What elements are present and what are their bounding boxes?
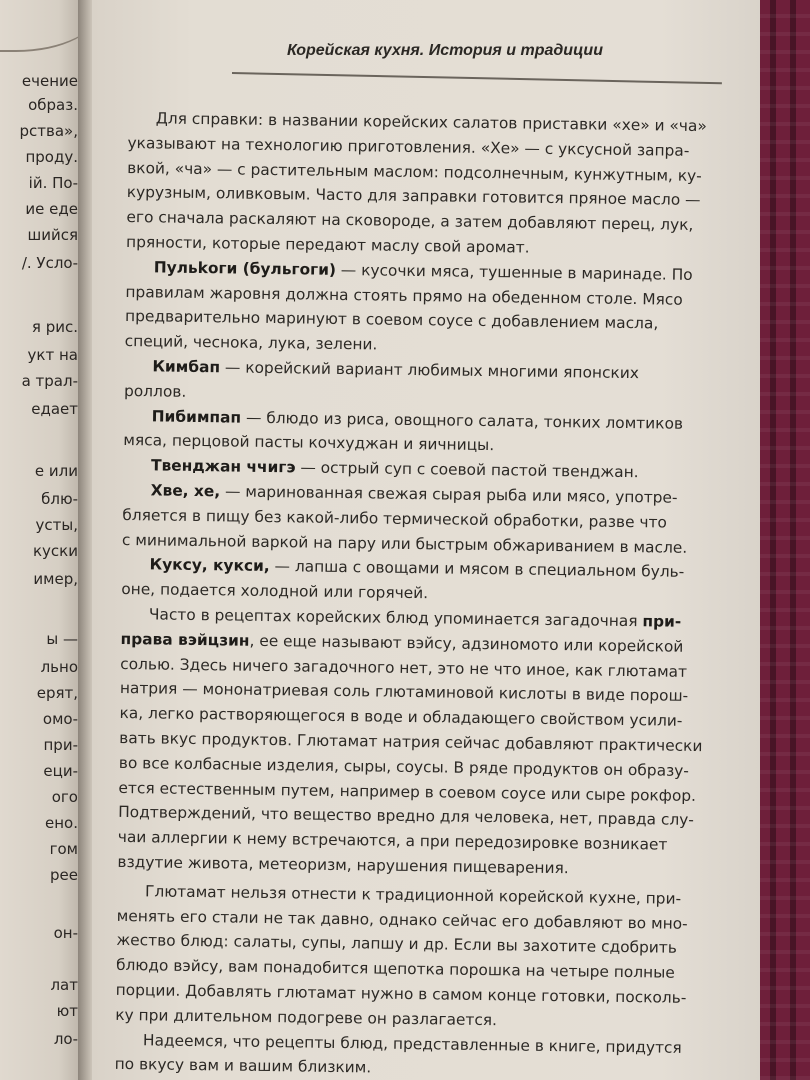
left-page-line: омо- xyxy=(42,710,78,728)
left-page-line: проду. xyxy=(25,148,78,166)
line-text: — острый суп с соевой пастой твенджан. xyxy=(295,458,639,482)
left-page-line: ие еде xyxy=(25,200,78,218)
text-line xyxy=(152,356,639,383)
left-page-line: шийся xyxy=(27,226,78,244)
text-line xyxy=(121,579,428,603)
text-line xyxy=(125,282,683,310)
left-page-line: рее xyxy=(50,866,78,884)
line-text: пряности, которые передают маслу свой аромат. xyxy=(126,232,530,257)
header-rule xyxy=(232,72,722,84)
line-text: — блюдо из риса, овощного салата, тонких ломтиков xyxy=(241,408,684,433)
line-text: натрия — мононатриевая соль глютаминовой кислоты в виде порош- xyxy=(119,679,689,706)
line-text: вздутие живота, метеоризм, нарушения пищеварения. xyxy=(117,852,569,878)
bold-term: Твенджан ччигэ xyxy=(150,456,296,477)
text-line xyxy=(152,406,684,433)
line-text: бляется в пищу без какой-либо термической обработки, разве что xyxy=(122,505,668,532)
text-line xyxy=(124,381,187,402)
left-page-line: блю- xyxy=(41,490,78,508)
line-text: указывают на технологию приготовления. «Хе» — с уксусной запра- xyxy=(127,133,690,160)
left-page-line: ого xyxy=(51,788,78,806)
bold-term: при- xyxy=(642,612,682,631)
left-page-line: ечение xyxy=(21,72,78,90)
line-text: с минимальной варкой на пару или быстрым обжариванием в масле. xyxy=(121,530,688,557)
text-line xyxy=(127,133,689,161)
text-line xyxy=(125,306,658,333)
text-line xyxy=(119,753,689,781)
left-page xyxy=(0,0,84,1080)
text-line xyxy=(149,555,684,582)
left-page-line: он- xyxy=(53,924,78,942)
left-page-line: рства», xyxy=(19,122,78,140)
left-page-line: еци- xyxy=(43,762,78,780)
text-line xyxy=(119,703,682,731)
left-page-line: ют xyxy=(56,1002,78,1020)
left-page-line: /. Усло- xyxy=(21,254,78,272)
text-line xyxy=(115,1054,372,1078)
text-line xyxy=(156,108,707,136)
line-text: Надеемся, что рецепты блюд, представленные в книге, придутся xyxy=(142,1030,682,1057)
text-line xyxy=(151,456,639,483)
left-page-line: а трал- xyxy=(21,372,78,390)
line-text: ка, легко растворяющегося в воде и обладающего свойством усили- xyxy=(119,704,683,730)
line-text: — корейский вариант любимых многими японских xyxy=(219,358,640,383)
left-page-line: е или xyxy=(34,462,78,480)
text-line xyxy=(122,505,667,533)
left-page-line: имер, xyxy=(33,570,78,588)
line-text: блюдо вэйсу, вам понадобится щепотка порошка на четыре полные xyxy=(115,956,675,982)
left-page-line: ерят, xyxy=(36,684,78,702)
line-text: чаи аллергии к нему встречаются, а при передозировке возникает xyxy=(117,828,668,854)
text-line xyxy=(120,654,687,682)
line-text: ку при длительном подогреве он разлагается. xyxy=(115,1005,498,1030)
line-text: его сначала раскаляют на сковороде, а затем добавляют перец, лук, xyxy=(126,208,694,235)
text-line xyxy=(127,158,702,186)
text-line xyxy=(115,1005,497,1030)
bold-term: Кимбап xyxy=(152,357,221,377)
left-page-line: при- xyxy=(43,736,78,754)
text-line xyxy=(154,257,693,285)
left-page-line: я рис. xyxy=(31,318,78,336)
left-page-line: едает xyxy=(31,400,78,418)
bold-term: Хве, хе, xyxy=(150,481,221,501)
left-page-line: куски xyxy=(33,542,78,560)
line-text: Подтверждений, что вещество вредно для человека, нет, правда слу- xyxy=(118,803,695,830)
left-page-line: ено. xyxy=(45,814,78,832)
left-page-line: лат xyxy=(50,976,78,994)
text-line xyxy=(116,980,687,1008)
text-line xyxy=(117,906,688,934)
line-text: курузным, оливковым. Часто для заправки готовится пряное масло — xyxy=(126,183,701,210)
text-line xyxy=(126,207,693,235)
body-text xyxy=(114,108,748,1077)
left-page-line: образ. xyxy=(28,96,78,114)
text-line xyxy=(116,955,675,983)
text-line xyxy=(151,480,678,507)
bold-term: Куксу, кукси, xyxy=(149,555,270,576)
text-line xyxy=(149,604,682,631)
line-text: ется естественным путем, например в соевом соусе или сыре рокфор. xyxy=(118,778,697,805)
text-line xyxy=(127,182,701,210)
left-page-line: ы — xyxy=(46,630,78,648)
text-line xyxy=(120,629,683,657)
line-text: роллов. xyxy=(123,381,187,401)
line-text: вкой, «ча» — с растительным маслом: подсолнечным, кунжутным, ку- xyxy=(127,158,702,185)
line-text: специй, чеснока, лука, зелени. xyxy=(124,332,378,354)
left-page-line: гом xyxy=(49,840,78,858)
left-page-line: ло- xyxy=(53,1030,78,1048)
text-line xyxy=(118,802,694,830)
text-line xyxy=(117,852,569,878)
text-line xyxy=(119,728,703,756)
text-line xyxy=(145,881,681,908)
line-text: предварительно маринуют в соевом соусе с добавлением масла, xyxy=(124,307,659,333)
line-text: мяса, перцовой пасты кочхуджан и яичницы. xyxy=(123,431,495,455)
text-line xyxy=(122,530,688,558)
line-text: Глютамат нельзя отнести к традиционной корейской кухне, при- xyxy=(144,882,682,908)
bold-term: Пибимпап xyxy=(151,406,242,427)
line-text: Часто в рецептах корейских блюд упоминается загадочная xyxy=(148,605,643,631)
line-text: порции. Добавлять глютамат нужно в самом конце готовки, посколь- xyxy=(115,980,687,1007)
line-text: — маринованная свежая сырая рыба или мясо, употре- xyxy=(220,482,678,507)
left-page-line: льно xyxy=(40,658,78,676)
text-line xyxy=(125,331,378,355)
text-line xyxy=(126,232,530,258)
line-text: вать вкус продуктов. Глютамат натрия сейчас добавляют практически xyxy=(119,728,703,756)
running-head: Корейская кухня. История и традиции xyxy=(287,42,603,59)
bold-term: Пульkоги (бульгоги) xyxy=(153,258,337,279)
line-text: — лапша с овощами и мясом в специальном буль- xyxy=(269,557,685,582)
bold-term: права вэйцзин xyxy=(120,629,250,650)
text-line xyxy=(120,678,689,706)
page-curl xyxy=(0,0,84,52)
text-line xyxy=(123,430,494,455)
left-page-line: ій. По- xyxy=(28,174,78,192)
text-line xyxy=(116,930,677,958)
line-text: солью. Здесь ничего загадочного нет, это не что иное, как глютамат xyxy=(120,654,688,681)
line-text: правилам жаровня должна стоять прямо на обеденном столе. Мясо xyxy=(125,282,683,309)
line-text: , ее еще называют вэйсу, адзиномото или корейской xyxy=(249,631,684,656)
line-text: менять его стали не так давно, однако сейчас его добавляют во мно- xyxy=(116,906,688,933)
line-text: во все колбасные изделия, сыры, соусы. В ряде продуктов он образу- xyxy=(118,753,690,780)
right-page xyxy=(92,0,760,1080)
line-text: жество блюд: салаты, супы, лапшу и др. Если вы захотите сдобрить xyxy=(116,931,678,958)
line-text: Для справки: в названии корейских салатов приставки «хе» и «ча» xyxy=(155,109,707,136)
line-text: по вкусу вам и вашим близким. xyxy=(114,1055,372,1077)
text-line xyxy=(118,778,696,806)
text-line xyxy=(118,827,668,855)
left-page-line: усты, xyxy=(35,516,78,534)
left-page-line: укт на xyxy=(27,346,78,364)
line-text: оне, подается холодной или горячей. xyxy=(121,580,429,603)
text-line xyxy=(143,1030,682,1058)
line-text: — кусочки мяса, тушенные в маринаде. По xyxy=(335,260,693,284)
